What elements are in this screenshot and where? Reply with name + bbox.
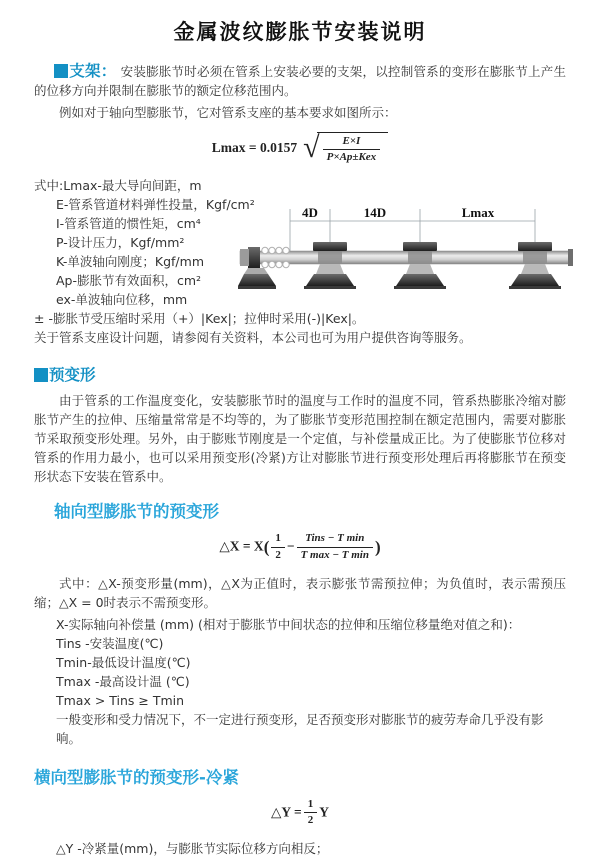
predeform-heading: 预变形	[49, 366, 96, 385]
half-fraction	[304, 798, 318, 827]
lateral-formula	[34, 798, 566, 827]
support-heading: 支架：	[69, 62, 117, 80]
guide-support	[304, 242, 356, 289]
axial-formula	[34, 532, 566, 561]
formula-denominator: P×Ap±Kex	[326, 151, 377, 164]
open-paren: (	[263, 537, 270, 557]
definition-line: K-单波轴向刚度；Kgf/mm	[56, 254, 204, 270]
formula-lhs: △Y =	[271, 804, 302, 820]
section-square-icon	[34, 368, 48, 382]
temperature-fraction	[297, 532, 373, 561]
axial-line: Tmax -最高设计温 (℃)	[56, 673, 190, 689]
predeform-body-text: 由于管系的工作温度变化，安装膨胀节时的温度与工作时的温度不同，管系热膨胀冷缩对膨胀节产生的拉伸、压缩量常常是不均等的，为了膨胀节变形范围控制在额定范围内，需要对膨胀节采取预变形处理。另外，由于膨账节刚度是一个定值，与补偿量成正比。为了使膨胀节位移对管系的作用力最小，也可以采用预变形(冷紧)方让对膨胀节进行预变形处理后再将膨胀节在预变形状态下安装在管系中。	[34, 393, 566, 485]
section-square-icon	[54, 64, 68, 78]
pipe-end-cap	[568, 249, 573, 266]
axial-line: Tins -安装温度(℃)	[56, 635, 164, 651]
formula-lhs: Lmax = 0.0157	[211, 139, 298, 155]
support-intro-text: 安装膨胀节时必须在管系上安装必要的支架，以控制管系的变形在膨胀节上产生的位移方向并限制在膨胀节的额定位移范围内。	[34, 64, 566, 98]
definition-line: ex-单波轴向位移，mm	[56, 292, 188, 308]
fraction-denominator: 2	[275, 548, 281, 561]
fraction-numerator: 1	[271, 532, 285, 547]
axial-heading: 轴向型膨胀节的预变形	[54, 502, 219, 522]
dim-label-lmax: Lmax	[461, 205, 495, 221]
formula-numerator: E×I	[323, 135, 381, 150]
axial-line: 一般变形和受力情况下，不一定进行预变形，足否预变形对膨胀节的疲劳寿命几乎没有影响。	[56, 711, 544, 746]
close-paren: )	[374, 537, 381, 557]
fraction-numerator: Tins − T min	[297, 532, 373, 547]
definition-line: Ap-膨胀节有效面积，cm²	[56, 273, 202, 289]
axial-line: Tmax > Tins ≥ Tmin	[56, 692, 185, 708]
lateral-desc-text: △Y -冷紧量(mm)，与膨胀节实际位移方向相反；	[56, 841, 329, 857]
minus-sign: −	[286, 538, 295, 554]
definition-line: ± -膨胀节受压缩时采用（+）|Kex|；拉伸时采用(-)|Kex|。	[34, 311, 365, 327]
pipe-support-diagram	[238, 204, 590, 300]
predeform-heading-row	[34, 363, 566, 385]
formula-rhs: Y	[319, 804, 329, 820]
sqrt-sign-icon: √	[303, 131, 320, 165]
dim-label-4d: 4D	[302, 205, 318, 221]
definition-line: P-设计压力，Kgf/mm²	[56, 235, 185, 251]
definition-line: I-管系管道的惯性矩，cm⁴	[56, 216, 201, 232]
guide-support	[394, 242, 446, 289]
axial-line: X-实际轴向补偿量 (mm) (相对于膨胀节中间状态的拉伸和压缩位移量绝对值之和)：	[56, 616, 521, 632]
definition-line: 式中:Lmax-最大导向间距，m	[34, 178, 202, 194]
lmax-formula	[34, 132, 566, 164]
axial-line: Tmin-最低设计温度(℃)	[56, 654, 191, 670]
half-fraction	[271, 532, 285, 561]
support-note-text: 关于管系支座设计问题，请参阅有关资料，本公司也可为用户提供咨询等服务。	[34, 330, 472, 346]
pipe	[240, 251, 570, 264]
definition-line: E-管系管道材料弹性投量，Kgf/cm²	[56, 197, 255, 213]
support-intro-paragraph	[34, 62, 566, 100]
support-example-text: 例如对于轴向型膨胀节，它对管系支座的基本要求如图所示：	[59, 105, 397, 120]
fraction-denominator: 2	[307, 813, 314, 826]
page-title: 金属波纹膨胀节安装说明	[173, 20, 427, 44]
lateral-heading: 横向型膨胀节的预变形-冷紧	[34, 767, 239, 787]
fraction-numerator: 1	[304, 798, 318, 813]
fraction-denominator: T max − T min	[300, 548, 369, 561]
axial-desc-text: 式中：△X-预变形量(mm)，△X为正值时，表示膨张节需预拉伸；为负值时，表示需预压缩；△X = 0时表示不需预变形。	[34, 575, 566, 610]
guide-support	[509, 242, 561, 289]
formula-lhs: △X = X	[219, 538, 264, 554]
sqrt-radical	[303, 132, 388, 164]
definitions-block	[34, 176, 566, 328]
dim-label-14d: 14D	[363, 205, 387, 221]
